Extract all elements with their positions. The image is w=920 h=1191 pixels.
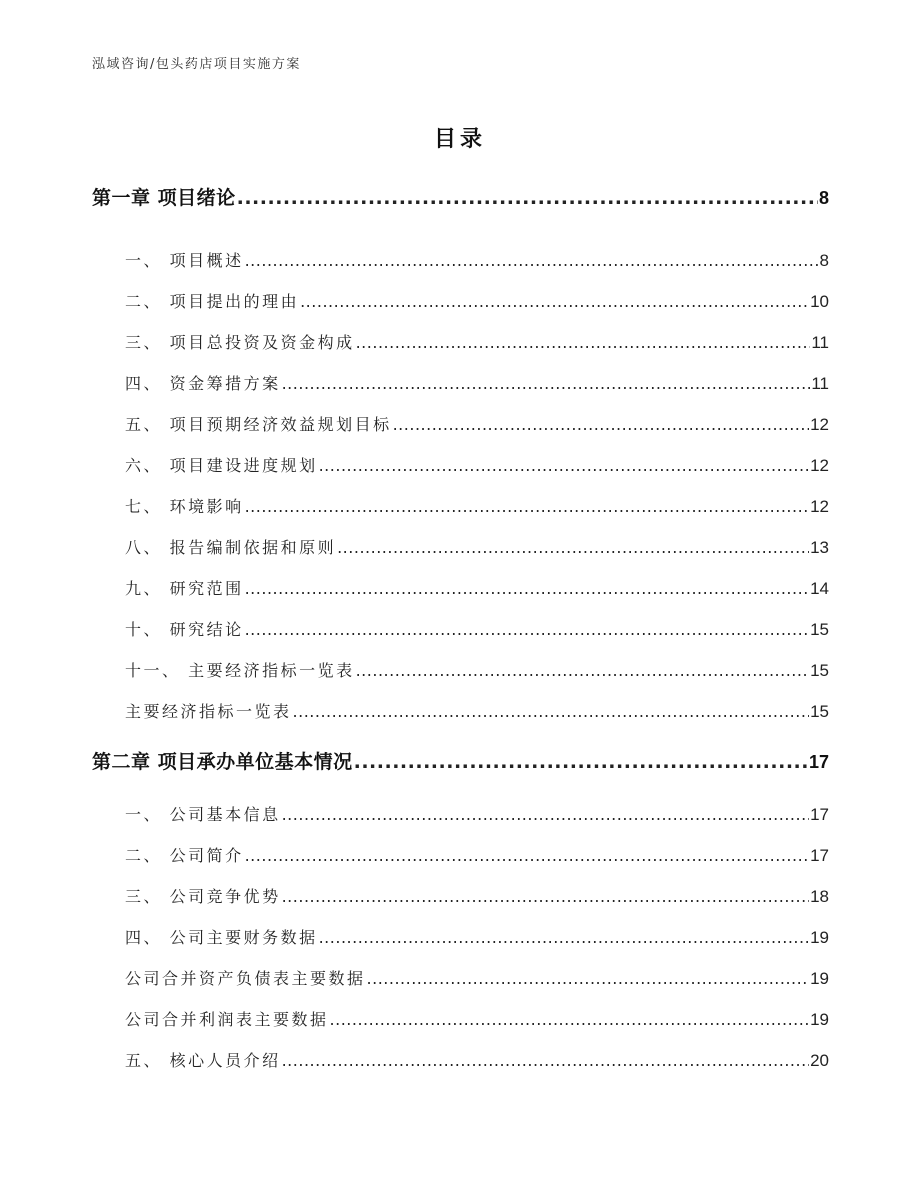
toc-entry[interactable] bbox=[92, 966, 829, 989]
toc-leader-dots bbox=[319, 928, 809, 947]
toc-title: 目录 bbox=[433, 127, 486, 152]
toc-page-number: 19 bbox=[810, 969, 829, 988]
toc-page-number: 11 bbox=[811, 333, 829, 352]
toc-entry[interactable] bbox=[92, 699, 829, 722]
toc-leader-dots bbox=[245, 497, 809, 516]
toc-leader-dots bbox=[393, 415, 809, 434]
toc-page-number: 17 bbox=[808, 752, 829, 772]
toc-label: 六、 项目建设进度规划 bbox=[125, 456, 318, 475]
toc-label: 十、 研究结论 bbox=[125, 620, 244, 639]
toc-leader-dots bbox=[337, 538, 809, 557]
toc-leader-dots bbox=[354, 751, 808, 773]
toc-page-number: 12 bbox=[810, 497, 829, 516]
toc-leader-dots bbox=[330, 1010, 810, 1029]
toc-page-number: 13 bbox=[810, 538, 829, 557]
toc-entry[interactable] bbox=[92, 925, 829, 948]
toc-page-number: 12 bbox=[810, 456, 829, 475]
toc-page-number: 12 bbox=[810, 415, 829, 434]
toc-entry[interactable] bbox=[92, 576, 829, 599]
toc-leader-dots bbox=[356, 661, 809, 680]
toc-page-number: 15 bbox=[810, 661, 829, 680]
toc-page-number: 14 bbox=[810, 579, 829, 598]
toc-label: 七、 环境影响 bbox=[125, 497, 244, 516]
toc-label: 主要经济指标一览表 bbox=[125, 702, 292, 721]
toc-leader-dots bbox=[245, 579, 809, 598]
toc-leader-dots bbox=[282, 805, 809, 824]
toc-leader-dots bbox=[282, 1051, 809, 1070]
toc-page-number: 19 bbox=[810, 1010, 829, 1029]
toc-label: 二、 项目提出的理由 bbox=[125, 292, 300, 311]
toc-label: 一、 公司基本信息 bbox=[125, 805, 281, 824]
toc-chapter-1[interactable] bbox=[92, 183, 829, 210]
toc-entry[interactable] bbox=[92, 843, 829, 866]
toc-entry[interactable] bbox=[92, 494, 829, 517]
toc-leader-dots bbox=[282, 374, 811, 393]
toc-entry[interactable] bbox=[92, 802, 829, 825]
running-header: 泓域咨询/包头药店项目实施方案 bbox=[92, 57, 301, 72]
toc-leader-dots bbox=[237, 187, 818, 209]
toc-page-number: 11 bbox=[811, 374, 829, 393]
toc-label: 公司合并利润表主要数据 bbox=[125, 1010, 329, 1029]
toc-leader-dots bbox=[245, 846, 809, 865]
toc-label: 二、 公司简介 bbox=[125, 846, 244, 865]
toc-page-number: 18 bbox=[810, 887, 829, 906]
toc-page-number: 17 bbox=[810, 805, 829, 824]
toc-entry[interactable] bbox=[92, 248, 829, 271]
toc-page-number: 10 bbox=[810, 292, 829, 311]
toc-label: 九、 研究范围 bbox=[125, 579, 244, 598]
toc-page-number: 15 bbox=[810, 702, 829, 721]
toc-chapter-2[interactable] bbox=[92, 747, 829, 774]
toc-label: 三、 公司竞争优势 bbox=[125, 887, 281, 906]
toc-entry[interactable] bbox=[92, 617, 829, 640]
toc-entry[interactable] bbox=[92, 1007, 829, 1030]
toc-label: 三、 项目总投资及资金构成 bbox=[125, 333, 355, 352]
toc-label: 一、 项目概述 bbox=[125, 251, 244, 270]
toc-label: 十一、 主要经济指标一览表 bbox=[125, 661, 355, 680]
toc-label: 八、 报告编制依据和原则 bbox=[125, 538, 337, 557]
toc-leader-dots bbox=[319, 456, 809, 475]
toc-label: 五、 核心人员介绍 bbox=[125, 1051, 281, 1070]
toc-label: 五、 项目预期经济效益规划目标 bbox=[125, 415, 392, 434]
toc-entry[interactable] bbox=[92, 330, 829, 353]
toc-leader-dots bbox=[245, 251, 819, 270]
toc-page-number: 20 bbox=[810, 1051, 829, 1070]
toc-entry[interactable] bbox=[92, 412, 829, 435]
toc-page-number: 8 bbox=[818, 188, 829, 208]
toc-entry[interactable] bbox=[92, 371, 829, 394]
toc-page-number: 17 bbox=[810, 846, 829, 865]
toc-entry[interactable] bbox=[92, 658, 829, 681]
toc-leader-dots bbox=[282, 887, 809, 906]
toc-label: 四、 资金筹措方案 bbox=[125, 374, 281, 393]
toc-label: 公司合并资产负债表主要数据 bbox=[125, 969, 366, 988]
toc-page-number: 8 bbox=[819, 251, 829, 270]
toc-entry[interactable] bbox=[92, 289, 829, 312]
toc-leader-dots bbox=[367, 969, 810, 988]
toc-entry[interactable] bbox=[92, 535, 829, 558]
toc-entry[interactable] bbox=[92, 453, 829, 476]
toc-leader-dots bbox=[245, 620, 809, 639]
toc-page-number: 19 bbox=[810, 928, 829, 947]
toc-leader-dots bbox=[300, 292, 809, 311]
toc-page-number: 15 bbox=[810, 620, 829, 639]
toc-entry[interactable] bbox=[92, 1048, 829, 1071]
toc-leader-dots bbox=[356, 333, 811, 352]
toc-label: 四、 公司主要财务数据 bbox=[125, 928, 318, 947]
toc-label: 第一章 项目绪论 bbox=[92, 187, 236, 209]
toc-leader-dots bbox=[293, 702, 810, 721]
toc-entry[interactable] bbox=[92, 884, 829, 907]
toc-label: 第二章 项目承办单位基本情况 bbox=[92, 751, 353, 773]
